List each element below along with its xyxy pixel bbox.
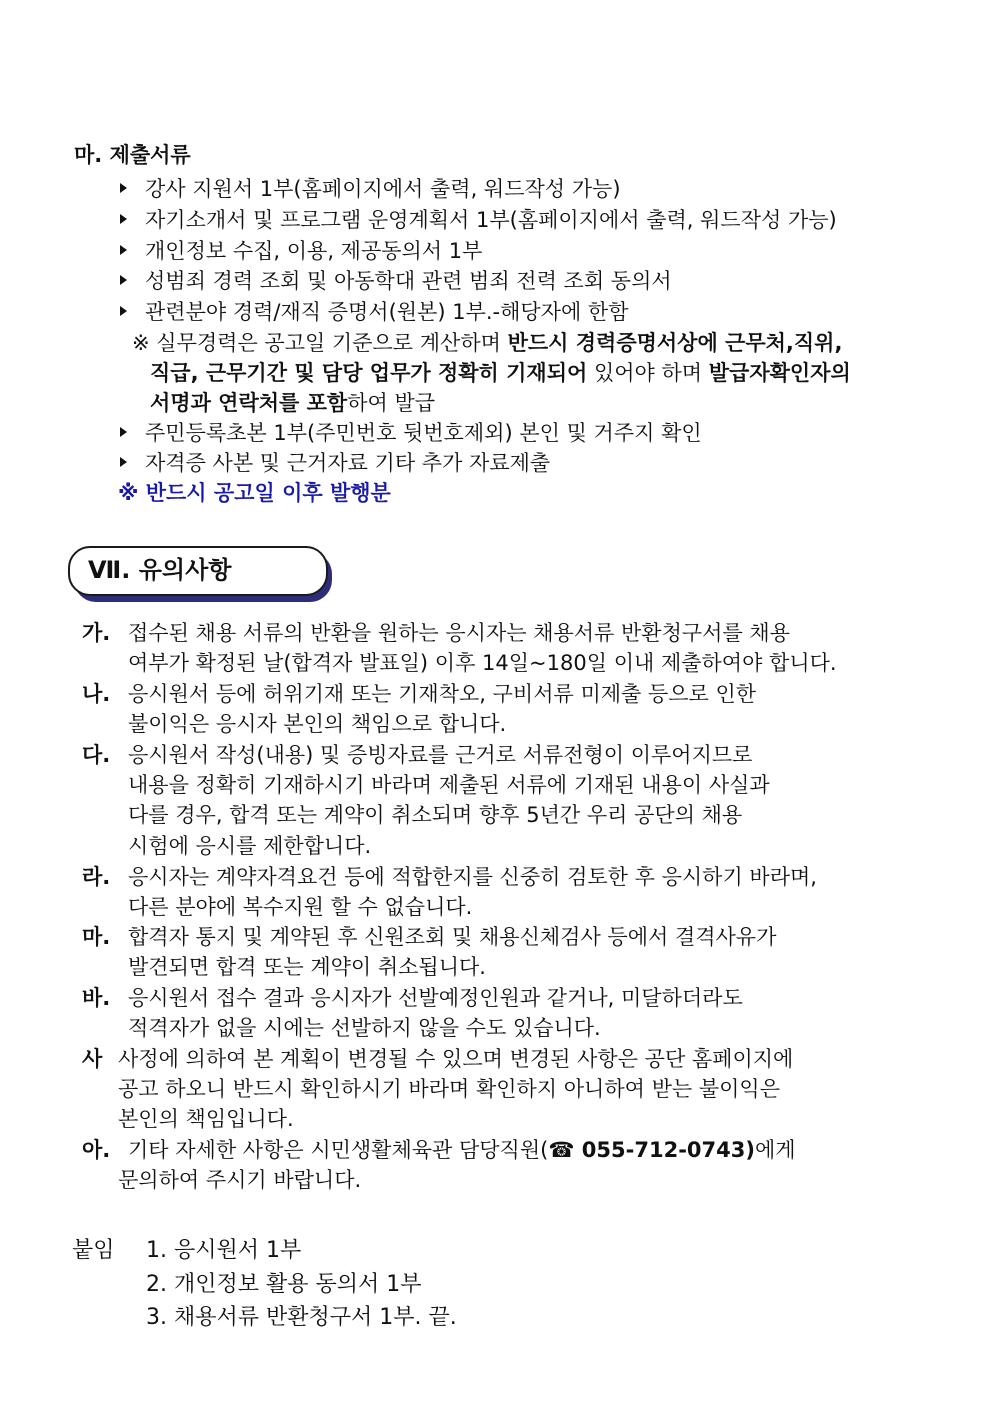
- item-label: 바.: [82, 986, 111, 1010]
- triangle-bullet-icon: [120, 306, 127, 316]
- submission-bullet: 성범죄 경력 조회 및 아동학대 관련 범죄 전력 조회 동의서: [120, 266, 672, 296]
- item-line: 발견되면 합격 또는 계약이 취소됩니다.: [128, 955, 486, 979]
- item-label: 라.: [82, 865, 111, 889]
- triangle-bullet-icon: [120, 214, 127, 224]
- attachment-item: 2. 개인정보 활용 동의서 1부: [146, 1272, 422, 1297]
- item-line: 사정에 의하여 본 계획이 변경될 수 있으며 변경된 사항은 공단 홈페이지에: [118, 1047, 794, 1071]
- attachment-item: 1. 응시원서 1부: [146, 1238, 302, 1263]
- triangle-bullet-icon: [120, 245, 127, 255]
- item-line: 적격자가 없을 시에는 선발하지 않을 수도 있습니다.: [128, 1016, 601, 1040]
- item-label: 사: [82, 1047, 103, 1071]
- phone-number: 055-712-0743): [574, 1138, 755, 1162]
- item-label: 가.: [82, 621, 111, 645]
- item-line: 응시원서 작성(내용) 및 증빙자료를 근거로 서류전형이 이루어지므로: [128, 743, 753, 767]
- item-label: 마.: [82, 925, 111, 949]
- item-label: 다.: [82, 743, 111, 767]
- triangle-bullet-icon: [120, 457, 127, 467]
- experience-note-line: 서명과 연락처를 포함하여 발급: [150, 391, 436, 415]
- attachment-item: 3. 채용서류 반환청구서 1부. 끝.: [146, 1305, 457, 1330]
- section-heading-box: [68, 546, 330, 600]
- submission-bullet: 주민등록초본 1부(주민번호 뒷번호제외) 본인 및 거주지 확인: [120, 418, 702, 448]
- item-line: 접수된 채용 서류의 반환을 원하는 응시자는 채용서류 반환청구서를 채용: [128, 621, 790, 645]
- item-line: 다른 분야에 복수지원 할 수 없습니다.: [128, 895, 473, 919]
- submission-bullet: 자기소개서 및 프로그램 운영계획서 1부(홈페이지에서 출력, 워드작성 가능): [120, 205, 837, 235]
- experience-note-line: 직급, 근무기간 및 담당 업무가 정확히 기재되어 있어야 하며 발급자확인자의: [150, 361, 851, 385]
- submission-bullet: 개인정보 수집, 이용, 제공동의서 1부: [120, 236, 482, 266]
- item-label: 나.: [82, 682, 111, 706]
- triangle-bullet-icon: [120, 275, 127, 285]
- triangle-bullet-icon: [120, 427, 127, 437]
- item-line: 응시원서 등에 허위기재 또는 기재착오, 구비서류 미제출 등으로 인한: [128, 682, 757, 706]
- item-line: 내용을 정확히 기재하시기 바라며 제출된 서류에 기재된 내용이 사실과: [128, 773, 770, 797]
- item-line: 본인의 책임입니다.: [118, 1107, 294, 1131]
- section-title: Ⅶ. 유의사항: [88, 556, 232, 584]
- phone-icon: ☎: [548, 1138, 575, 1162]
- reference-mark-icon: ※: [132, 331, 150, 355]
- item-label: 아.: [82, 1138, 111, 1162]
- item-line: 불이익은 응시자 본인의 책임으로 합니다.: [128, 712, 507, 736]
- submission-bullet: 강사 지원서 1부(홈페이지에서 출력, 워드작성 가능): [120, 174, 621, 204]
- submission-bullet: 관련분야 경력/재직 증명서(원본) 1부.-해당자에 한함: [120, 297, 629, 327]
- item-line: 공고 하오니 반드시 확인하시기 바라며 확인하지 아니하여 받는 불이익은: [118, 1077, 780, 1101]
- submission-bullet: 자격증 사본 및 근거자료 기타 추가 자료제출: [120, 448, 550, 478]
- attachments-label: 붙임: [72, 1238, 115, 1263]
- item-line: 다를 경우, 합격 또는 계약이 취소되며 향후 5년간 우리 공단의 채용: [128, 803, 743, 827]
- item-line: 합격자 통지 및 계약된 후 신원조회 및 채용신체검사 등에서 결격사유가: [128, 925, 777, 949]
- issue-date-notice: ※ 반드시 공고일 이후 발행분: [118, 481, 391, 505]
- triangle-bullet-icon: [120, 183, 127, 193]
- item-line: 응시원서 접수 결과 응시자가 선발예정인원과 같거나, 미달하더라도: [128, 986, 743, 1010]
- submission-heading: 마. 제출서류: [74, 143, 191, 167]
- item-line: 시험에 응시를 제한합니다.: [128, 834, 372, 858]
- item-line: 여부가 확정된 날(합격자 발표일) 이후 14일~180일 이내 제출하여야 합니다.: [128, 651, 837, 675]
- contact-line: 기타 자세한 사항은 시민생활체육관 담당직원(☎ 055-712-0743)에게: [128, 1138, 796, 1162]
- item-line: 응시자는 계약자격요건 등에 적합한지를 신중히 검토한 후 응시하기 바라며,: [128, 865, 817, 889]
- item-line: 문의하여 주시기 바랍니다.: [118, 1168, 362, 1192]
- experience-note: ※ 실무경력은 공고일 기준으로 계산하며 반드시 경력증명서상에 근무처,직위,: [132, 331, 843, 355]
